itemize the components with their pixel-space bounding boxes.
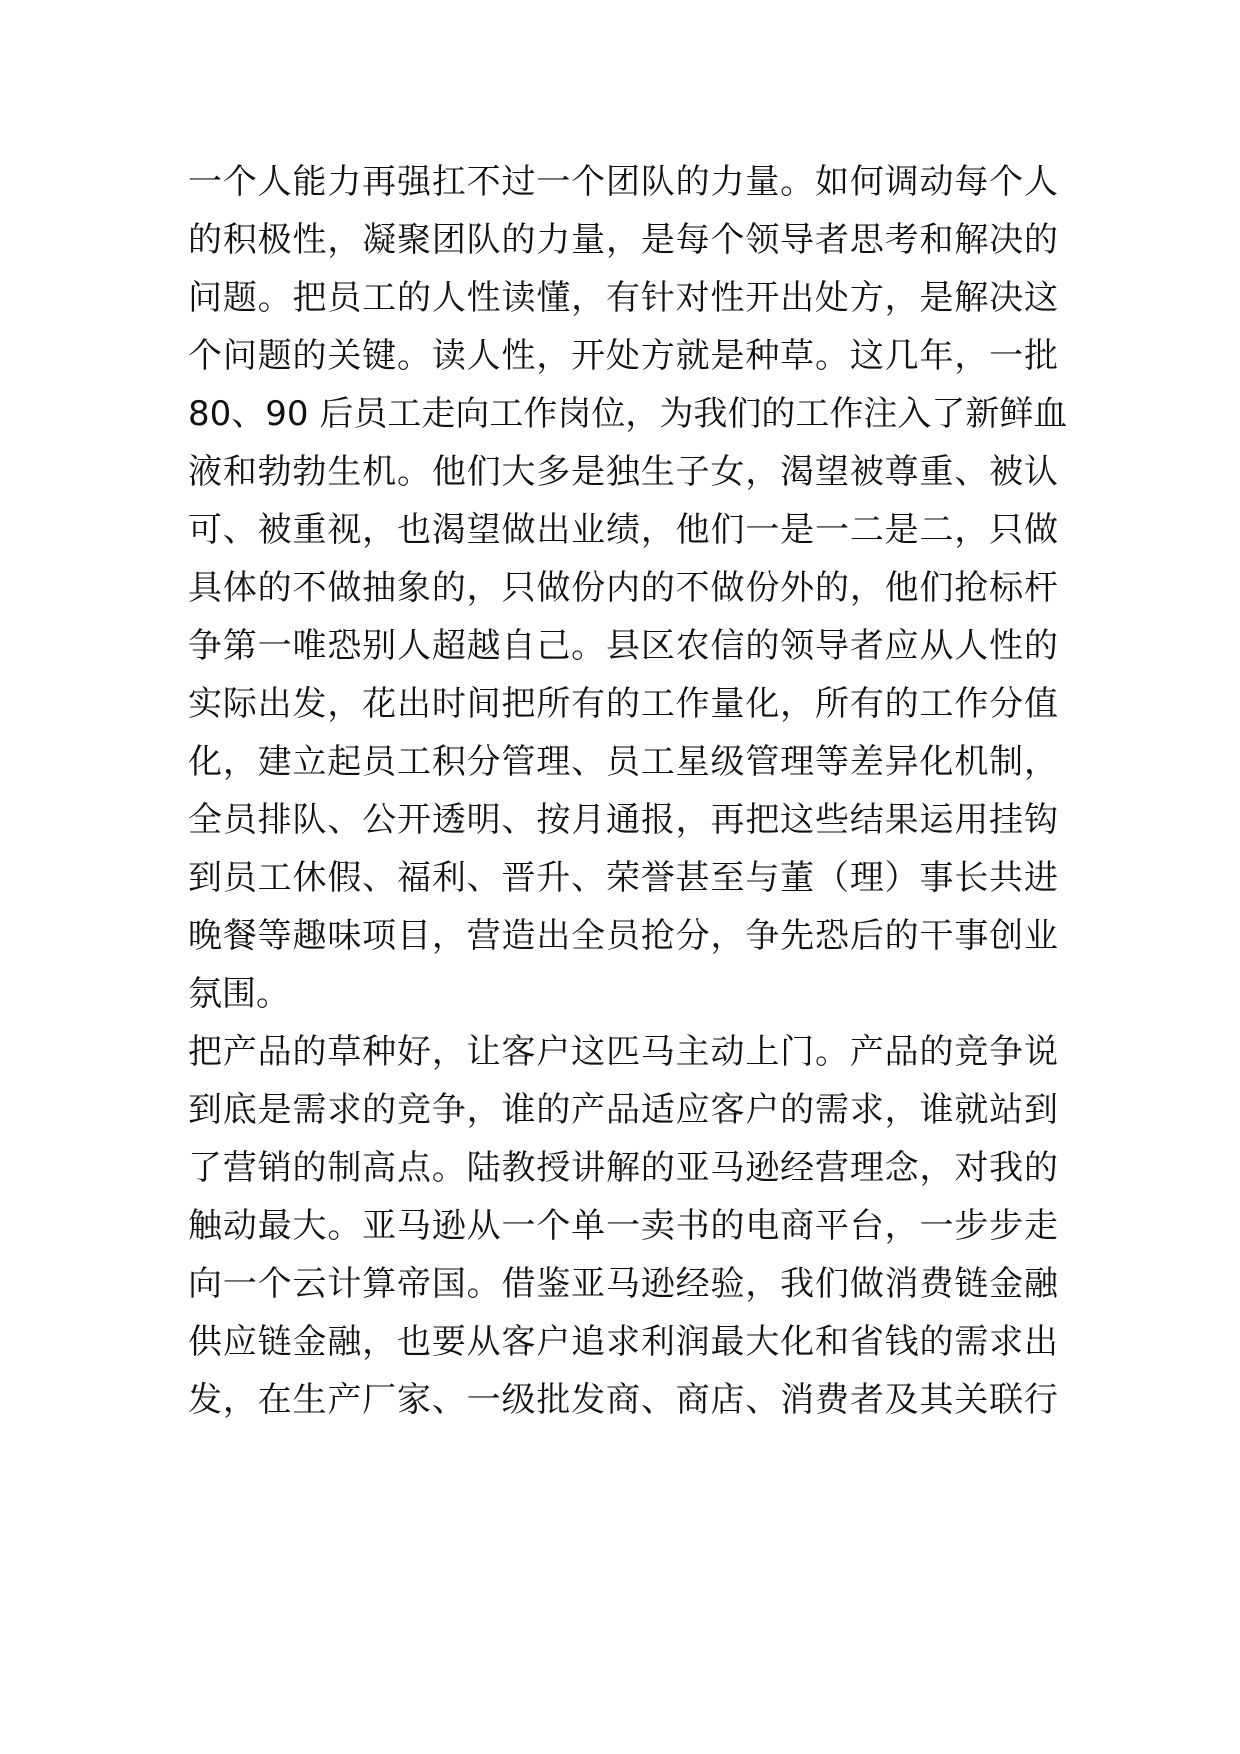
paragraph-line: 到底是需求的竞争，谁的产品适应客户的需求，谁就站到 [188, 1090, 1058, 1130]
paragraph-line: 争第一唯恐别人超越自己。县区农信的领导者应从人性的 [188, 626, 1058, 666]
paragraph-line: 到员工休假、福利、晋升、荣誉甚至与董（理）事长共进 [188, 858, 1058, 898]
paragraph-line: 了营销的制高点。陆教授讲解的亚马逊经营理念，对我的 [188, 1148, 1058, 1188]
paragraph-line: 个问题的关键。读人性，开处方就是种草。这几年，一批 [188, 336, 1058, 376]
paragraph-line: 化，建立起员工积分管理、员工星级管理等差异化机制， [188, 742, 1058, 782]
paragraph-line: 把产品的草种好，让客户这匹马主动上门。产品的竞争说 [188, 1032, 1058, 1072]
paragraph-line: 全员排队、公开透明、按月通报，再把这些结果运用挂钩 [188, 800, 1058, 840]
paragraph-line: 80、90 后员工走向工作岗位，为我们的工作注入了新鲜血 [188, 394, 1068, 434]
paragraph-line: 问题。把员工的人性读懂，有针对性开出处方，是解决这 [188, 278, 1058, 318]
paragraph-line: 向一个云计算帝国。借鉴亚马逊经验，我们做消费链金融 [188, 1264, 1058, 1304]
paragraph-line: 发，在生产厂家、一级批发商、商店、消费者及其关联行 [188, 1380, 1058, 1420]
paragraph-line: 具体的不做抽象的，只做份内的不做份外的，他们抢标杆 [188, 568, 1058, 608]
paragraph-line: 实际出发，花出时间把所有的工作量化，所有的工作分值 [188, 684, 1058, 724]
paragraph-line: 的积极性，凝聚团队的力量，是每个领导者思考和解决的 [188, 220, 1058, 260]
paragraph-line: 晚餐等趣味项目，营造出全员抢分，争先恐后的干事创业 [188, 916, 1058, 956]
paragraph-last-line: 氛围。 [188, 974, 290, 1014]
paragraph-line: 触动最大。亚马逊从一个单一卖书的电商平台，一步步走 [188, 1206, 1058, 1246]
paragraph-line: 可、被重视，也渴望做出业绩，他们一是一二是二，只做 [188, 510, 1058, 550]
paragraph-line: 供应链金融，也要从客户追求利润最大化和省钱的需求出 [188, 1322, 1058, 1362]
paragraph-line: 液和勃勃生机。他们大多是独生子女，渴望被尊重、被认 [188, 452, 1058, 492]
paragraph-line: 一个人能力再强扛不过一个团队的力量。如何调动每个人 [188, 162, 1058, 202]
